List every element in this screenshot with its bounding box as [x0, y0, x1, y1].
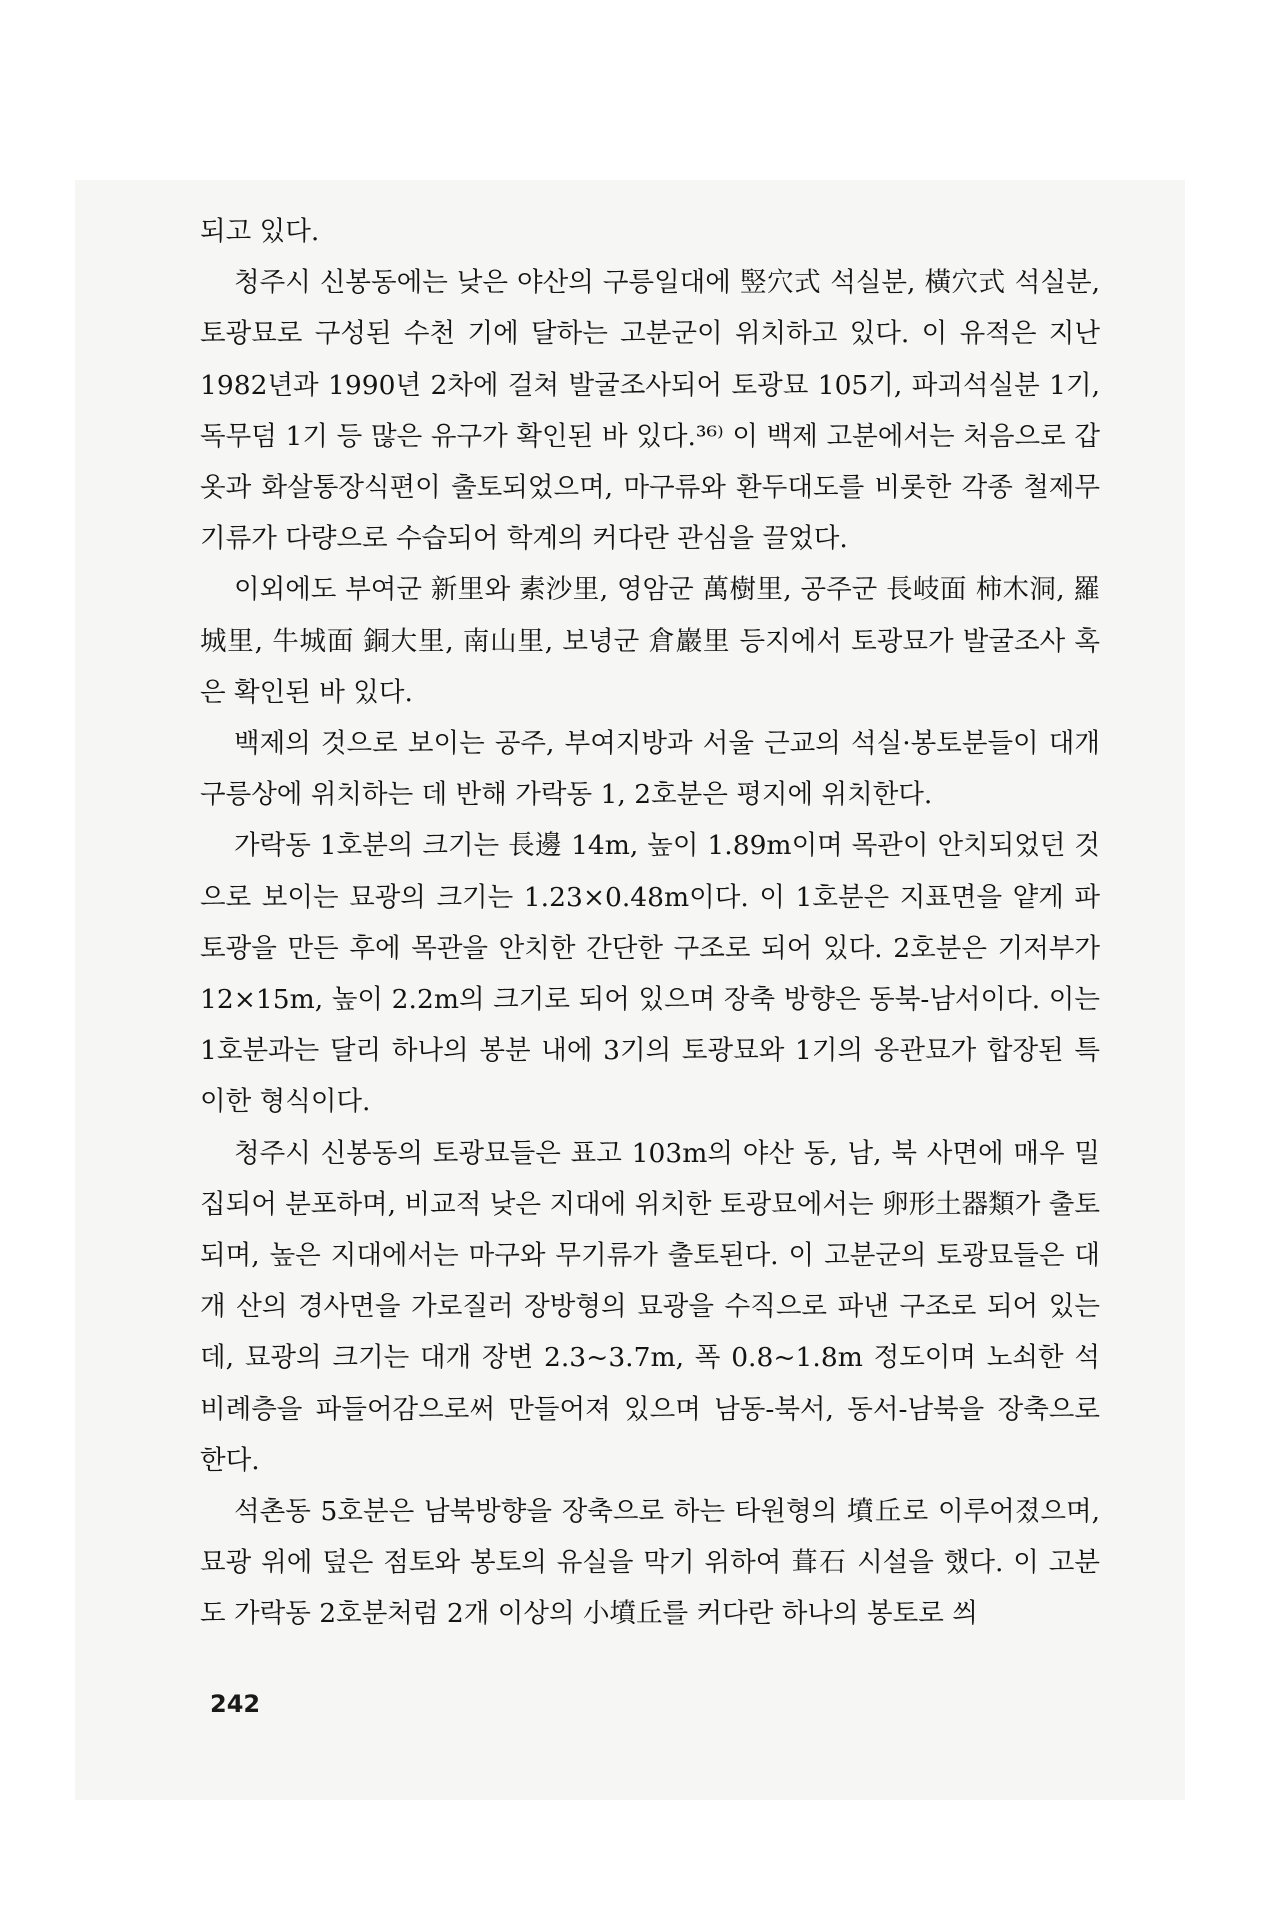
paragraph: 청주시 신봉동의 토광묘들은 표고 103m의 야산 동, 남, 북 사면에 매우 밀집되어 분포하며, 비교적 낮은 지대에 위치한 토광묘에서는 卵形土器類가 출토되며, 높은 지대에서는 마구와 무기류가 출토된다. 이 고분군의 토광묘들은 대개 산의 경사면을 가로질러 장방형의 묘광을 수직으로 파낸 구조로 되어 있는데, 묘광의 크기는 대개 장변 2.3~3.7m, 폭 0.8~1.8m 정도이며 노쇠한 석비례층을 파들어감으로써 만들어져 있으며 남동-북서, 동서-남북을 장축으로 한다.: [200, 1137, 1100, 1476]
paragraph: 청주시 신봉동에는 낮은 야산의 구릉일대에 竪穴式 석실분, 橫穴式 석실분, 토광묘로 구성된 수천 기에 달하는 고분군이 위치하고 있다. 이 유적은 지난 1982년과 1990년 2차에 걸쳐 발굴조사되어 토광묘 105기, 파괴석실분 1기, 독무덤 1기 등 많은 유구가 확인된 바 있다.³⁶⁾ 이 백제 고분에서는 처음으로 갑옷과 화살통장식편이 출토되었으며, 마구류와 환두대도를 비롯한 각종 철제무기류가 다량으로 수습되어 학계의 커다란 관심을 끌었다.: [200, 267, 1100, 555]
body-text: [200, 206, 1100, 1640]
paragraph: 가락동 1호분의 크기는 長邊 14m, 높이 1.89m이며 목관이 안치되었던 것으로 보이는 묘광의 크기는 1.23×0.48m이다. 이 1호분은 지표면을 얕게 파 토광을 만든 후에 목관을 안치한 간단한 구조로 되어 있다. 2호분은 기저부가 12×15m, 높이 2.2m의 크기로 되어 있으며 장축 방향은 동북-남서이다. 이는 1호분과는 달리 하나의 봉분 내에 3기의 토광묘와 1기의 옹관묘가 합장된 특이한 형식이다.: [200, 830, 1100, 1118]
paragraph: 석촌동 5호분은 남북방향을 장축으로 하는 타원형의 墳丘로 이루어졌으며, 묘광 위에 덮은 점토와 봉토의 유실을 막기 위하여 葺石 시설을 했다. 이 고분도 가락동 2호분처럼 2개 이상의 小墳丘를 커다란 하나의 봉토로 씌: [200, 1496, 1100, 1630]
paragraph: 백제의 것으로 보이는 공주, 부여지방과 서울 근교의 석실·봉토분들이 대개 구릉상에 위치하는 데 반해 가락동 1, 2호분은 평지에 위치한다.: [200, 728, 1100, 811]
paragraph: 이외에도 부여군 新里와 素沙里, 영암군 萬樹里, 공주군 長岐面 柿木洞, 羅城里, 牛城面 銅大里, 南山里, 보녕군 倉巖里 등지에서 토광묘가 발굴조사 혹은 확인된 바 있다.: [200, 574, 1100, 708]
paragraph-continuation: 되고 있다.: [200, 216, 320, 247]
page-number: 242: [210, 1690, 261, 1718]
